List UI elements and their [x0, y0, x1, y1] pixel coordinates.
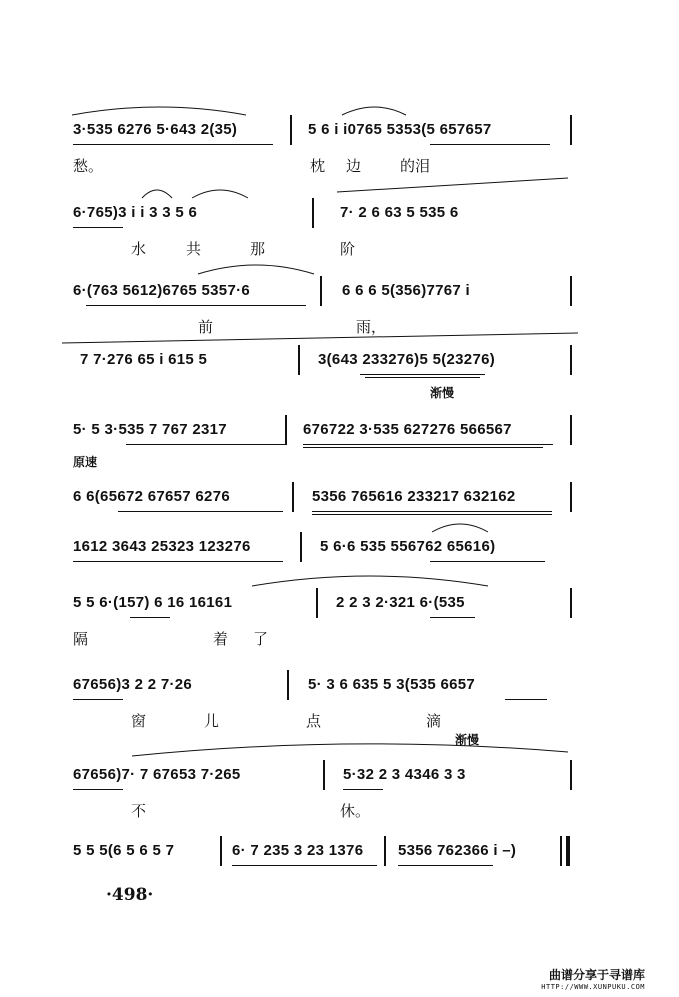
underline — [118, 511, 283, 512]
underline — [343, 789, 383, 790]
measure: 5 5 6·(157) 6 16 16161 — [73, 594, 233, 611]
lyric: 窗 — [131, 712, 147, 730]
underline — [303, 447, 543, 448]
slur — [250, 572, 490, 588]
underline — [312, 514, 552, 515]
underline — [303, 444, 553, 445]
measure: 3·535 6276 5·643 2(35) — [73, 121, 238, 138]
lyric: 共 — [186, 240, 202, 258]
lyric: 了 — [253, 630, 269, 648]
underline — [73, 699, 123, 700]
barline — [312, 198, 314, 228]
lyric: 隔 — [73, 630, 89, 648]
underline — [430, 561, 545, 562]
measure: 5· 3 6 635 5 3(535 6657 — [308, 676, 476, 693]
final-barline — [566, 836, 570, 866]
lyric: 滴 — [426, 712, 442, 730]
site-url: HTTP://WWW.XUNPUKU.COM — [541, 983, 645, 991]
measure: 3(643 233276)5 5(23276) — [318, 351, 496, 368]
page-number: ·498· — [106, 885, 154, 905]
underline — [126, 444, 286, 445]
lyric: 那 — [250, 240, 266, 258]
slur — [196, 260, 316, 276]
slur — [130, 740, 570, 758]
slur — [60, 331, 580, 345]
measure: 5· 5 3·535 7 767 2317 — [73, 421, 227, 438]
measure: 6·(763 5612)6765 5357·6 — [73, 282, 251, 299]
barline — [298, 345, 300, 375]
measure: 6 6(65672 67657 6276 — [73, 488, 230, 505]
measure: 2 2 3 2·321 6·(535 — [336, 594, 465, 611]
tempo-mark: 原速 — [73, 455, 98, 469]
barline — [570, 276, 572, 306]
barline — [300, 532, 302, 562]
measure: 5 6·6 535 556762 65616) — [320, 538, 496, 555]
tempo-mark: 渐慢 — [430, 386, 455, 400]
measure: 6· 7 235 3 23 1376 — [232, 842, 364, 859]
lyric: 不 — [131, 802, 147, 820]
underline — [130, 617, 170, 618]
barline — [220, 836, 222, 866]
barline — [570, 115, 572, 145]
underline — [73, 789, 123, 790]
measure: 7· 2 6 63 5 535 6 — [340, 204, 459, 221]
measure: 67656)3 2 2 7·26 — [73, 676, 193, 693]
barline — [570, 345, 572, 375]
measure: 67656)7· 7 67653 7·265 — [73, 766, 241, 783]
barline — [290, 115, 292, 145]
measure: 6·765)3 i i 3 3 5 6 — [73, 204, 198, 221]
measure: 676722 3·535 627276 566567 — [303, 421, 512, 438]
barline — [384, 836, 386, 866]
lyric: 着 — [213, 630, 229, 648]
underline — [360, 374, 485, 375]
lyric: 儿 — [204, 712, 220, 730]
barline — [560, 836, 562, 866]
underline — [312, 511, 552, 512]
barline — [320, 276, 322, 306]
lyric: 休。 — [340, 802, 371, 820]
measure: 6 6 6 5(356)7767 i — [342, 282, 470, 299]
measure: 5 6 i i0765 5353(5 657657 — [308, 121, 492, 138]
measure: 5 5 5(6 5 6 5 7 — [73, 842, 175, 859]
measure: 7 7·276 65 i 615 5 — [80, 351, 208, 368]
barline — [570, 760, 572, 790]
measure: 5356 762366 i –) — [398, 842, 517, 859]
site-name: 曲谱分享于寻谱库 — [548, 968, 645, 982]
underline — [430, 617, 475, 618]
underline — [73, 144, 273, 145]
barline — [570, 415, 572, 445]
barline — [316, 588, 318, 618]
barline — [285, 415, 287, 445]
underline — [232, 865, 377, 866]
measure: 5·32 2 3 4346 3 3 — [343, 766, 466, 783]
underline — [398, 865, 493, 866]
lyric: 愁。 — [73, 157, 104, 175]
underline — [505, 699, 547, 700]
underline — [73, 561, 283, 562]
lyric: 的泪 — [400, 157, 431, 175]
lyric: 水 — [131, 240, 147, 258]
lyric: 阶 — [340, 240, 356, 258]
lyric: 边 — [346, 157, 362, 175]
barline — [292, 482, 294, 512]
measure: 5356 765616 233217 632162 — [312, 488, 516, 505]
underline — [86, 305, 306, 306]
measure: 1612 3643 25323 123276 — [73, 538, 251, 555]
lyric: 雨， — [356, 318, 387, 336]
underline — [73, 227, 123, 228]
underline — [430, 144, 550, 145]
barline — [323, 760, 325, 790]
underline — [365, 377, 480, 378]
barline — [570, 588, 572, 618]
watermark-footer — [541, 966, 645, 991]
barline — [570, 482, 572, 512]
lyric: 前 — [198, 318, 214, 336]
slur — [335, 176, 570, 194]
tempo-mark: 渐慢 — [455, 733, 480, 747]
lyric: 点 — [306, 712, 322, 730]
lyric: 枕 — [310, 157, 326, 175]
barline — [287, 670, 289, 700]
